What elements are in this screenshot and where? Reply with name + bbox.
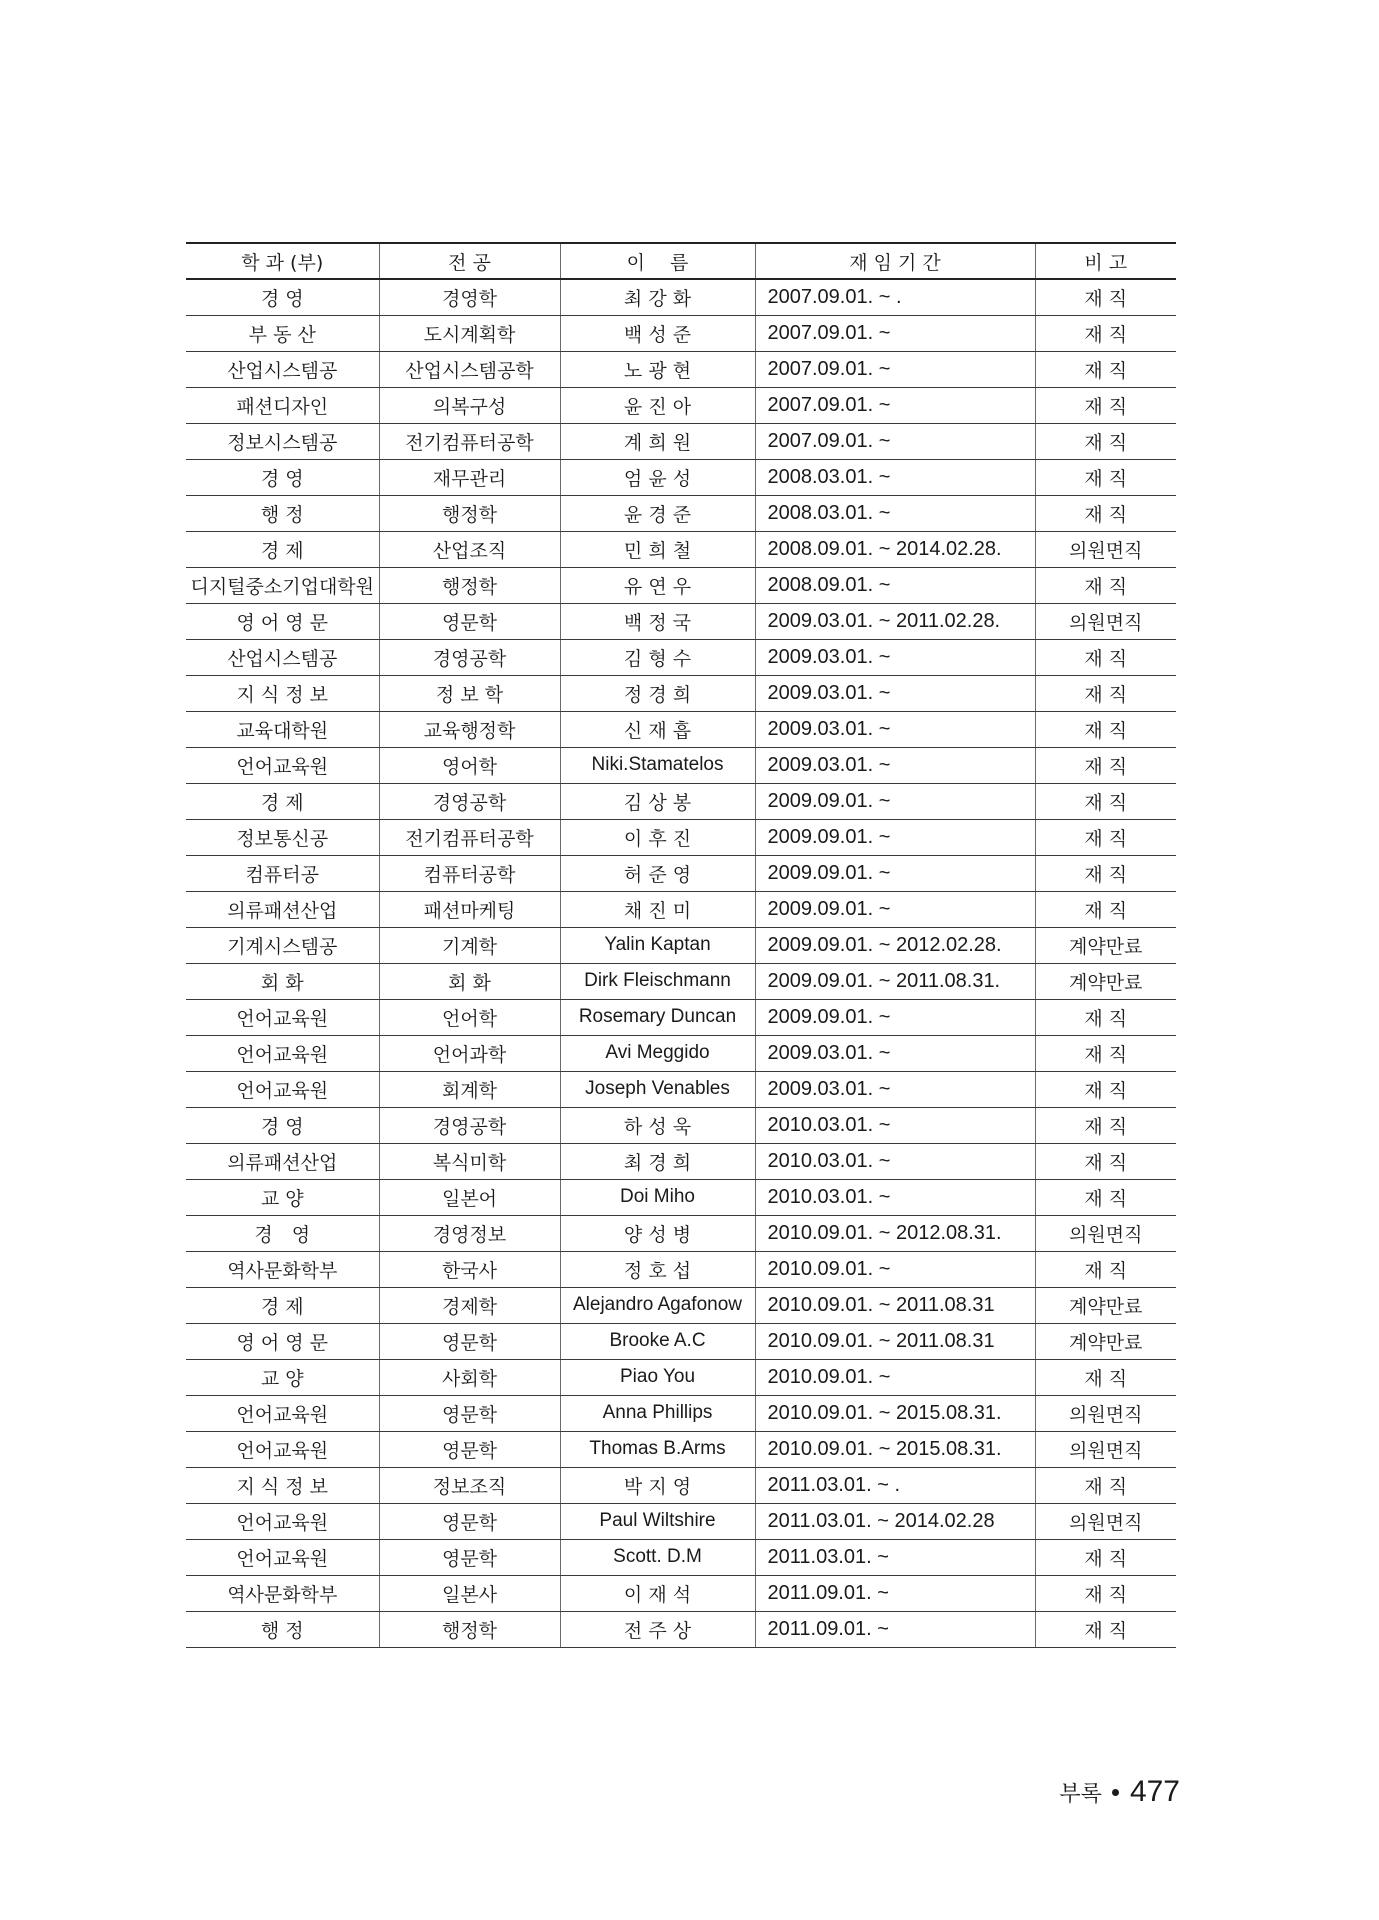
- table-row: [186, 603, 1176, 639]
- cell-name: 백 정 국: [560, 603, 755, 639]
- cell-remarks: 재 직: [1035, 1179, 1176, 1215]
- cell-major: 전기컴퓨터공학: [379, 819, 560, 855]
- cell-remarks: 재 직: [1035, 639, 1176, 675]
- table-row: [186, 1035, 1176, 1071]
- cell-tenure-period: 2009.09.01. ~: [755, 999, 1035, 1035]
- cell-remarks: 재 직: [1035, 1611, 1176, 1647]
- cell-tenure-period: 2009.03.01. ~: [755, 675, 1035, 711]
- cell-remarks: 재 직: [1035, 819, 1176, 855]
- cell-major: 교육행정학: [379, 711, 560, 747]
- cell-major: 경영공학: [379, 1107, 560, 1143]
- cell-name: 최 경 희: [560, 1143, 755, 1179]
- cell-tenure-period: 2011.03.01. ~ 2014.02.28: [755, 1503, 1035, 1539]
- cell-major: 언어과학: [379, 1035, 560, 1071]
- cell-department: 언어교육원: [186, 1503, 379, 1539]
- cell-tenure-period: 2010.09.01. ~: [755, 1251, 1035, 1287]
- cell-major: 도시계획학: [379, 315, 560, 351]
- cell-major: 경제학: [379, 1287, 560, 1323]
- faculty-table: [186, 242, 1176, 1648]
- cell-name: 윤 경 준: [560, 495, 755, 531]
- cell-name: 최 강 화: [560, 279, 755, 315]
- cell-remarks: 의원면직: [1035, 603, 1176, 639]
- cell-major: 전기컴퓨터공학: [379, 423, 560, 459]
- cell-remarks: 재 직: [1035, 1575, 1176, 1611]
- table-row: [186, 747, 1176, 783]
- cell-name: 정 호 섭: [560, 1251, 755, 1287]
- table-row: [186, 1179, 1176, 1215]
- cell-remarks: 재 직: [1035, 747, 1176, 783]
- cell-remarks: 의원면직: [1035, 1431, 1176, 1467]
- table-row: [186, 999, 1176, 1035]
- cell-tenure-period: 2010.03.01. ~: [755, 1107, 1035, 1143]
- cell-major: 영문학: [379, 1539, 560, 1575]
- cell-department: 정보시스템공: [186, 423, 379, 459]
- cell-major: 정보조직: [379, 1467, 560, 1503]
- cell-department: 지 식 정 보: [186, 1467, 379, 1503]
- cell-department: 경 제: [186, 783, 379, 819]
- cell-remarks: 재 직: [1035, 1359, 1176, 1395]
- cell-remarks: 재 직: [1035, 783, 1176, 819]
- cell-name: Anna Phillips: [560, 1395, 755, 1431]
- cell-name: Niki.Stamatelos: [560, 747, 755, 783]
- cell-tenure-period: 2009.03.01. ~: [755, 711, 1035, 747]
- table-row: [186, 1071, 1176, 1107]
- cell-name: Brooke A.C: [560, 1323, 755, 1359]
- cell-tenure-period: 2009.03.01. ~ 2011.02.28.: [755, 603, 1035, 639]
- cell-major: 회계학: [379, 1071, 560, 1107]
- cell-name: Scott. D.M: [560, 1539, 755, 1575]
- table-row: [186, 675, 1176, 711]
- cell-major: 복식미학: [379, 1143, 560, 1179]
- table-row: [186, 1395, 1176, 1431]
- cell-name: Paul Wiltshire: [560, 1503, 755, 1539]
- cell-department: 교 양: [186, 1359, 379, 1395]
- cell-tenure-period: 2009.03.01. ~: [755, 639, 1035, 675]
- cell-department: 언어교육원: [186, 999, 379, 1035]
- cell-tenure-period: 2009.09.01. ~: [755, 819, 1035, 855]
- cell-tenure-period: 2009.03.01. ~: [755, 747, 1035, 783]
- cell-tenure-period: 2009.03.01. ~: [755, 1071, 1035, 1107]
- cell-department: 회 화: [186, 963, 379, 999]
- cell-major: 의복구성: [379, 387, 560, 423]
- cell-name: 엄 윤 성: [560, 459, 755, 495]
- cell-major: 행정학: [379, 567, 560, 603]
- cell-department: 언어교육원: [186, 1395, 379, 1431]
- cell-major: 경영공학: [379, 639, 560, 675]
- cell-major: 경영정보: [379, 1215, 560, 1251]
- cell-tenure-period: 2007.09.01. ~: [755, 315, 1035, 351]
- cell-department: 행 정: [186, 495, 379, 531]
- cell-tenure-period: 2011.03.01. ~ .: [755, 1467, 1035, 1503]
- table-row: [186, 855, 1176, 891]
- cell-tenure-period: 2010.09.01. ~: [755, 1359, 1035, 1395]
- cell-tenure-period: 2007.09.01. ~: [755, 387, 1035, 423]
- cell-name: 정 경 희: [560, 675, 755, 711]
- cell-major: 재무관리: [379, 459, 560, 495]
- table-row: [186, 1431, 1176, 1467]
- cell-name: 민 희 철: [560, 531, 755, 567]
- cell-remarks: 계약만료: [1035, 927, 1176, 963]
- page-footer: [1050, 1772, 1180, 1812]
- cell-department: 언어교육원: [186, 1539, 379, 1575]
- cell-name: Rosemary Duncan: [560, 999, 755, 1035]
- table-row: [186, 1323, 1176, 1359]
- header-row: [186, 243, 1176, 279]
- cell-major: 영문학: [379, 1323, 560, 1359]
- cell-tenure-period: 2011.09.01. ~: [755, 1575, 1035, 1611]
- cell-name: 노 광 현: [560, 351, 755, 387]
- table-row: [186, 1107, 1176, 1143]
- cell-remarks: 재 직: [1035, 675, 1176, 711]
- cell-remarks: 의원면직: [1035, 1503, 1176, 1539]
- table-row: [186, 783, 1176, 819]
- cell-major: 영문학: [379, 1395, 560, 1431]
- cell-remarks: 재 직: [1035, 1143, 1176, 1179]
- header-tenure-period: 재 임 기 간: [755, 243, 1035, 279]
- cell-name: Alejandro Agafonow: [560, 1287, 755, 1323]
- cell-tenure-period: 2011.03.01. ~: [755, 1539, 1035, 1575]
- table-row: [186, 1215, 1176, 1251]
- cell-department: 행 정: [186, 1611, 379, 1647]
- cell-major: 언어학: [379, 999, 560, 1035]
- cell-remarks: 재 직: [1035, 1467, 1176, 1503]
- cell-major: 영문학: [379, 1503, 560, 1539]
- cell-major: 컴퓨터공학: [379, 855, 560, 891]
- cell-name: Yalin Kaptan: [560, 927, 755, 963]
- cell-tenure-period: 2010.09.01. ~ 2011.08.31: [755, 1287, 1035, 1323]
- cell-name: 김 상 봉: [560, 783, 755, 819]
- cell-name: Piao You: [560, 1359, 755, 1395]
- cell-tenure-period: 2010.03.01. ~: [755, 1179, 1035, 1215]
- cell-remarks: 재 직: [1035, 387, 1176, 423]
- cell-tenure-period: 2009.09.01. ~ 2011.08.31.: [755, 963, 1035, 999]
- table-row: [186, 531, 1176, 567]
- cell-name: Thomas B.Arms: [560, 1431, 755, 1467]
- cell-remarks: 의원면직: [1035, 1395, 1176, 1431]
- cell-tenure-period: 2010.03.01. ~: [755, 1143, 1035, 1179]
- table-row: [186, 1467, 1176, 1503]
- table-row: [186, 1539, 1176, 1575]
- cell-name: 박 지 영: [560, 1467, 755, 1503]
- cell-name: 허 준 영: [560, 855, 755, 891]
- table-row: [186, 891, 1176, 927]
- cell-department: 패션디자인: [186, 387, 379, 423]
- cell-remarks: 계약만료: [1035, 963, 1176, 999]
- cell-major: 일본사: [379, 1575, 560, 1611]
- table-row: [186, 495, 1176, 531]
- table-row: [186, 315, 1176, 351]
- cell-name: Avi Meggido: [560, 1035, 755, 1071]
- cell-department: 언어교육원: [186, 1431, 379, 1467]
- cell-tenure-period: 2008.03.01. ~: [755, 459, 1035, 495]
- cell-tenure-period: 2008.03.01. ~: [755, 495, 1035, 531]
- cell-major: 패션마케팅: [379, 891, 560, 927]
- table-row: [186, 1143, 1176, 1179]
- table-row: [186, 423, 1176, 459]
- cell-major: 정 보 학: [379, 675, 560, 711]
- table-row: [186, 279, 1176, 315]
- cell-major: 영문학: [379, 603, 560, 639]
- cell-department: 지 식 정 보: [186, 675, 379, 711]
- cell-remarks: 재 직: [1035, 1035, 1176, 1071]
- cell-department: 정보통신공: [186, 819, 379, 855]
- cell-remarks: 재 직: [1035, 999, 1176, 1035]
- cell-department: 의류패션산업: [186, 1143, 379, 1179]
- cell-name: 하 성 욱: [560, 1107, 755, 1143]
- cell-tenure-period: 2007.09.01. ~ .: [755, 279, 1035, 315]
- cell-department: 산업시스템공: [186, 351, 379, 387]
- table-row: [186, 387, 1176, 423]
- cell-tenure-period: 2008.09.01. ~: [755, 567, 1035, 603]
- cell-department: 역사문화학부: [186, 1251, 379, 1287]
- cell-remarks: 재 직: [1035, 351, 1176, 387]
- table-row: [186, 567, 1176, 603]
- cell-department: 의류패션산업: [186, 891, 379, 927]
- cell-department: 영 어 영 문: [186, 1323, 379, 1359]
- cell-remarks: 재 직: [1035, 459, 1176, 495]
- cell-tenure-period: 2009.09.01. ~: [755, 891, 1035, 927]
- cell-name: 채 진 미: [560, 891, 755, 927]
- cell-department: 언어교육원: [186, 747, 379, 783]
- cell-department: 경 제: [186, 1287, 379, 1323]
- cell-name: 유 연 우: [560, 567, 755, 603]
- cell-major: 경영학: [379, 279, 560, 315]
- cell-remarks: 재 직: [1035, 495, 1176, 531]
- cell-name: Joseph Venables: [560, 1071, 755, 1107]
- header-department: 학 과 (부): [186, 243, 379, 279]
- cell-department: 디지털중소기업대학원: [186, 567, 379, 603]
- cell-tenure-period: 2009.03.01. ~: [755, 1035, 1035, 1071]
- cell-department: 기계시스템공: [186, 927, 379, 963]
- table-row: [186, 459, 1176, 495]
- appendix-label: 부록: [1059, 1781, 1102, 1807]
- cell-major: 산업시스템공학: [379, 351, 560, 387]
- cell-tenure-period: 2011.09.01. ~: [755, 1611, 1035, 1647]
- bullet-dot-icon: [1112, 1789, 1119, 1796]
- header-remarks: 비 고: [1035, 243, 1176, 279]
- cell-name: 양 성 병: [560, 1215, 755, 1251]
- table-row: [186, 1287, 1176, 1323]
- cell-department: 언어교육원: [186, 1035, 379, 1071]
- cell-remarks: 의원면직: [1035, 1215, 1176, 1251]
- cell-department: 언어교육원: [186, 1071, 379, 1107]
- table-header: [186, 243, 1176, 279]
- cell-tenure-period: 2007.09.01. ~: [755, 423, 1035, 459]
- cell-remarks: 계약만료: [1035, 1323, 1176, 1359]
- cell-department: 컴퓨터공: [186, 855, 379, 891]
- cell-department: 경 제: [186, 531, 379, 567]
- cell-remarks: 재 직: [1035, 1071, 1176, 1107]
- cell-name: 윤 진 아: [560, 387, 755, 423]
- table-row: [186, 1359, 1176, 1395]
- cell-department: 영 어 영 문: [186, 603, 379, 639]
- table-row: [186, 639, 1176, 675]
- cell-remarks: 재 직: [1035, 855, 1176, 891]
- cell-remarks: 재 직: [1035, 1539, 1176, 1575]
- cell-tenure-period: 2009.09.01. ~: [755, 855, 1035, 891]
- cell-major: 행정학: [379, 1611, 560, 1647]
- cell-remarks: 재 직: [1035, 891, 1176, 927]
- page-number: 477: [1129, 1775, 1180, 1808]
- cell-department: 경 영: [186, 279, 379, 315]
- cell-tenure-period: 2010.09.01. ~ 2015.08.31.: [755, 1395, 1035, 1431]
- cell-major: 경영공학: [379, 783, 560, 819]
- cell-department: 경 영: [186, 1107, 379, 1143]
- cell-name: 계 희 원: [560, 423, 755, 459]
- cell-remarks: 계약만료: [1035, 1287, 1176, 1323]
- cell-name: Doi Miho: [560, 1179, 755, 1215]
- header-major: 전 공: [379, 243, 560, 279]
- cell-remarks: 재 직: [1035, 1251, 1176, 1287]
- cell-major: 한국사: [379, 1251, 560, 1287]
- cell-department: 부 동 산: [186, 315, 379, 351]
- cell-tenure-period: 2009.09.01. ~ 2012.02.28.: [755, 927, 1035, 963]
- table-row: [186, 819, 1176, 855]
- cell-major: 영문학: [379, 1431, 560, 1467]
- cell-department: 경 영: [186, 459, 379, 495]
- cell-major: 사회학: [379, 1359, 560, 1395]
- cell-remarks: 의원면직: [1035, 531, 1176, 567]
- cell-tenure-period: 2010.09.01. ~ 2015.08.31.: [755, 1431, 1035, 1467]
- cell-tenure-period: 2008.09.01. ~ 2014.02.28.: [755, 531, 1035, 567]
- cell-tenure-period: 2010.09.01. ~ 2012.08.31.: [755, 1215, 1035, 1251]
- cell-major: 행정학: [379, 495, 560, 531]
- cell-tenure-period: 2010.09.01. ~ 2011.08.31: [755, 1323, 1035, 1359]
- cell-name: 백 성 준: [560, 315, 755, 351]
- cell-major: 산업조직: [379, 531, 560, 567]
- cell-name: 전 주 상: [560, 1611, 755, 1647]
- cell-remarks: 재 직: [1035, 315, 1176, 351]
- cell-remarks: 재 직: [1035, 279, 1176, 315]
- cell-department: 교육대학원: [186, 711, 379, 747]
- cell-remarks: 재 직: [1035, 423, 1176, 459]
- header-name: 이 름: [560, 243, 755, 279]
- cell-major: 기계학: [379, 927, 560, 963]
- cell-name: 이 재 석: [560, 1575, 755, 1611]
- cell-department: 역사문화학부: [186, 1575, 379, 1611]
- table-row: [186, 711, 1176, 747]
- cell-name: 신 재 흡: [560, 711, 755, 747]
- table-row: [186, 351, 1176, 387]
- cell-tenure-period: 2009.09.01. ~: [755, 783, 1035, 819]
- table-body: [186, 279, 1176, 1647]
- cell-department: 산업시스템공: [186, 639, 379, 675]
- cell-name: Dirk Fleischmann: [560, 963, 755, 999]
- cell-remarks: 재 직: [1035, 711, 1176, 747]
- cell-major: 일본어: [379, 1179, 560, 1215]
- cell-major: 영어학: [379, 747, 560, 783]
- cell-department: 경 영: [186, 1215, 379, 1251]
- table-row: [186, 1611, 1176, 1647]
- table-row: [186, 1251, 1176, 1287]
- cell-remarks: 재 직: [1035, 567, 1176, 603]
- table-row: [186, 963, 1176, 999]
- table-row: [186, 1575, 1176, 1611]
- cell-remarks: 재 직: [1035, 1107, 1176, 1143]
- cell-name: 이 후 진: [560, 819, 755, 855]
- cell-tenure-period: 2007.09.01. ~: [755, 351, 1035, 387]
- table-row: [186, 927, 1176, 963]
- cell-department: 교 양: [186, 1179, 379, 1215]
- faculty-table-section: [186, 242, 1176, 1648]
- cell-name: 김 형 수: [560, 639, 755, 675]
- table-row: [186, 1503, 1176, 1539]
- cell-major: 회 화: [379, 963, 560, 999]
